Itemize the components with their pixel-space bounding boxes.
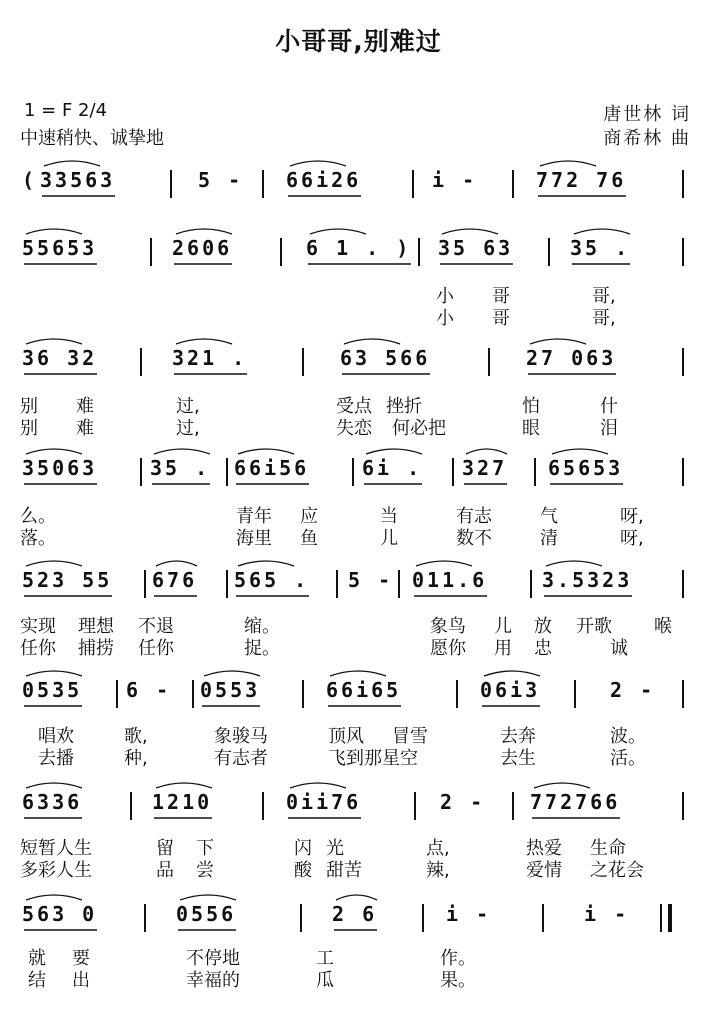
lyric-word: 数不 — [456, 528, 492, 549]
lyric-word: 小 — [436, 308, 454, 329]
lyric-word: 波。 — [610, 726, 646, 747]
barline — [192, 680, 194, 708]
slur-arc — [238, 449, 294, 454]
lyric-word: 别 — [20, 418, 38, 439]
repeat-barline — [660, 904, 662, 932]
barline — [352, 458, 354, 486]
barline — [130, 792, 132, 820]
barline — [534, 458, 536, 486]
slur-arc — [176, 229, 232, 234]
lyric-word: 捉。 — [244, 638, 280, 659]
slur-arc — [154, 449, 210, 454]
lyric-word: 幸福的 — [186, 970, 240, 991]
note-group: i - — [446, 902, 492, 926]
lyric-word: 怕 — [522, 396, 540, 417]
barline — [150, 238, 152, 266]
slur-arc — [290, 161, 346, 166]
note-group: 27 063 — [526, 346, 617, 370]
barline — [682, 792, 684, 820]
note-group: 35 . — [570, 236, 631, 260]
lyric-word: 不停地 — [186, 948, 240, 969]
lyric-word: 不退 — [138, 616, 174, 637]
slur-arc — [530, 339, 586, 344]
slur-arc — [540, 161, 596, 166]
note-group: 66i65 — [326, 678, 402, 702]
slur-arc — [176, 339, 232, 344]
slur-arc — [534, 783, 590, 788]
note-group: 2 - — [440, 790, 486, 814]
lyric-word: 有志者 — [214, 748, 268, 769]
note-group: 327 — [462, 456, 508, 480]
note-group: 321 . — [172, 346, 248, 370]
slur-arc — [26, 449, 82, 454]
barline — [452, 458, 454, 486]
barline — [682, 348, 684, 376]
slur-arc — [180, 895, 236, 900]
lyric-word: 儿 — [380, 528, 398, 549]
lyric-word: 生命 — [590, 838, 626, 859]
barline — [300, 904, 302, 932]
slur-arc — [238, 561, 294, 566]
barline — [682, 570, 684, 598]
note-group: 772 76 — [536, 168, 627, 192]
note-group: 66i26 — [286, 168, 362, 192]
note-group: 35 63 — [438, 236, 514, 260]
slur-arc — [26, 229, 82, 234]
tempo-marking: 中速稍快、诚挚地 — [20, 128, 164, 149]
barline — [456, 680, 458, 708]
note-group: 772766 — [530, 790, 621, 814]
slur-arc — [26, 671, 82, 676]
lyric-word: 有志 — [456, 506, 492, 527]
lyric-word: 活。 — [610, 748, 646, 769]
barline — [116, 680, 118, 708]
barline — [530, 570, 532, 598]
note-group: 523 55 — [22, 568, 113, 592]
barline — [144, 570, 146, 598]
barline — [512, 792, 514, 820]
lyric-word: 别 — [20, 396, 38, 417]
note-group: 66i56 — [234, 456, 310, 480]
barline — [140, 458, 142, 486]
slur-arc — [44, 161, 100, 166]
lyric-word: 飞到那星空 — [328, 748, 418, 769]
lyric-word: 开歌 — [576, 616, 612, 637]
slur-arc — [26, 783, 82, 788]
lyric-word: 工 — [316, 948, 334, 969]
barline — [398, 570, 400, 598]
lyric-word: 青年 — [236, 506, 272, 527]
barline — [682, 680, 684, 708]
lyric-word: 用 — [494, 638, 512, 659]
barline — [422, 904, 424, 932]
barline — [488, 348, 490, 376]
note-group: 2606 — [172, 236, 233, 260]
lyric-word: 哥, — [592, 286, 616, 307]
lyric-word: 甜苦 — [326, 860, 362, 881]
note-group: 0556 — [176, 902, 237, 926]
lyric-word: 冒雪 — [392, 726, 428, 747]
lyric-word: 去奔 — [500, 726, 536, 747]
lyric-word: 诚 — [610, 638, 628, 659]
lyric-word: 何必把 — [392, 418, 446, 439]
lyric-word: 海里 — [236, 528, 272, 549]
slur-arc — [26, 561, 82, 566]
note-group: 011.6 — [412, 568, 488, 592]
lyricist-credit: 唐世林 词 — [603, 104, 691, 125]
slur-arc — [26, 339, 82, 344]
slur-arc — [204, 671, 260, 676]
lyric-word: 爱情 — [526, 860, 562, 881]
lyric-word: 短暂人生 — [20, 838, 92, 859]
note-group: 563 0 — [22, 902, 98, 926]
key-signature: 1 = F 2/4 — [24, 100, 108, 121]
slur-arc — [330, 671, 386, 676]
slur-arc — [442, 229, 498, 234]
note-group: 0535 — [22, 678, 83, 702]
note-group: 63 566 — [340, 346, 431, 370]
note-group: 2 - — [610, 678, 656, 702]
slur-arc — [336, 895, 377, 900]
lyric-word: 过, — [176, 396, 200, 417]
lyric-word: 过, — [176, 418, 200, 439]
note-group: 1210 — [152, 790, 213, 814]
lyric-word: 儿 — [494, 616, 512, 637]
lyric-word: 泪 — [600, 418, 618, 439]
lyric-word: 瓜 — [316, 970, 334, 991]
lyric-word: 放 — [534, 616, 552, 637]
barline — [414, 792, 416, 820]
lyric-word: 小 — [436, 286, 454, 307]
lyric-word: 清 — [540, 528, 558, 549]
note-group: 33563 — [40, 168, 116, 192]
barline — [548, 238, 550, 266]
slur-arc — [552, 449, 608, 454]
note-group: 676 — [152, 568, 198, 592]
lyric-word: 多彩人生 — [20, 860, 92, 881]
barline — [574, 680, 576, 708]
barline — [226, 458, 228, 486]
note-group: 5 - — [348, 568, 394, 592]
note-group: 35063 — [22, 456, 98, 480]
note-group: 5 - — [198, 168, 244, 192]
lyric-word: 要 — [72, 948, 90, 969]
slur-arc — [156, 561, 197, 566]
page-title: 小哥哥,别难过 — [275, 27, 442, 56]
note-group: 55653 — [22, 236, 98, 260]
lyric-word: 顶风 — [328, 726, 364, 747]
lyric-word: 热爱 — [526, 838, 562, 859]
note-group: 0553 — [200, 678, 261, 702]
lyric-word: 挫折 — [386, 396, 422, 417]
barline — [140, 348, 142, 376]
barline — [542, 904, 544, 932]
barline — [682, 458, 684, 486]
slur-arc — [310, 229, 366, 234]
barline — [682, 170, 684, 198]
lyric-word: 歌, — [124, 726, 148, 747]
slur-arc — [26, 895, 82, 900]
slur-arc — [546, 561, 602, 566]
barline — [262, 170, 264, 198]
lyric-word: 喉 — [654, 616, 672, 637]
lyric-word: 辣, — [426, 860, 450, 881]
lyric-word: 难 — [76, 418, 94, 439]
slur-arc — [574, 229, 630, 234]
lyric-word: 品 — [156, 860, 174, 881]
lyric-word: 难 — [76, 396, 94, 417]
note-group: ( — [22, 168, 38, 192]
lyric-word: 光 — [326, 838, 344, 859]
slur-arc — [156, 783, 212, 788]
lyric-word: 理想 — [78, 616, 114, 637]
lyric-word: 酸 — [294, 860, 312, 881]
repeat-barline-thick — [668, 904, 672, 932]
note-group: 6 1 . ) — [306, 236, 412, 260]
note-group: 35 . — [150, 456, 211, 480]
slur-arc — [366, 449, 422, 454]
lyric-word: 之花会 — [590, 860, 644, 881]
lyric-word: 任你 — [138, 638, 174, 659]
lyric-word: 留 — [156, 838, 174, 859]
lyric-word: 点, — [426, 838, 450, 859]
barline — [226, 570, 228, 598]
barline — [682, 238, 684, 266]
composer-credit: 商希林 曲 — [603, 128, 691, 149]
note-group: 565 . — [234, 568, 310, 592]
lyric-word: 捕捞 — [78, 638, 114, 659]
barline — [302, 680, 304, 708]
barline — [412, 170, 414, 198]
note-group: 0ii76 — [286, 790, 362, 814]
lyric-word: 就 — [28, 948, 46, 969]
barline — [302, 348, 304, 376]
lyric-word: 任你 — [20, 638, 56, 659]
lyric-word: 缩。 — [244, 616, 280, 637]
lyric-word: 下 — [196, 838, 214, 859]
lyric-word: 哥 — [492, 308, 510, 329]
note-group: 06i3 — [480, 678, 541, 702]
barline — [418, 238, 420, 266]
lyric-word: 去播 — [38, 748, 74, 769]
note-group: 6 - — [126, 678, 172, 702]
lyric-word: 闪 — [294, 838, 312, 859]
lyric-word: 出 — [72, 970, 90, 991]
lyric-word: 唱欢 — [38, 726, 74, 747]
note-group: 2 6 — [332, 902, 378, 926]
lyric-word: 落。 — [20, 528, 56, 549]
lyric-word: 去生 — [500, 748, 536, 769]
lyric-word: 结 — [28, 970, 46, 991]
note-group: 6336 — [22, 790, 83, 814]
note-group: 36 32 — [22, 346, 98, 370]
lyric-word: 果。 — [440, 970, 476, 991]
barline — [170, 170, 172, 198]
lyric-word: 哥, — [592, 308, 616, 329]
lyric-word: 应 — [300, 506, 318, 527]
barline — [512, 170, 514, 198]
lyric-word: 呀, — [620, 528, 644, 549]
lyric-word: 象骏马 — [214, 726, 268, 747]
lyric-word: 忠 — [534, 638, 552, 659]
barline — [336, 570, 338, 598]
lyric-word: 当 — [380, 506, 398, 527]
lyric-word: 呀, — [620, 506, 644, 527]
lyric-word: 哥 — [492, 286, 510, 307]
slur-arc — [466, 449, 507, 454]
barline — [262, 792, 264, 820]
note-group: 3.5323 — [542, 568, 633, 592]
lyric-word: 么。 — [20, 506, 56, 527]
lyric-word: 作。 — [440, 948, 476, 969]
note-group: i - — [432, 168, 478, 192]
barline — [280, 238, 282, 266]
lyric-word: 受点 — [336, 396, 372, 417]
slur-arc — [290, 783, 346, 788]
barline — [144, 904, 146, 932]
lyric-word: 鱼 — [300, 528, 318, 549]
lyric-word: 气 — [540, 506, 558, 527]
lyric-word: 愿你 — [430, 638, 466, 659]
note-group: 65653 — [548, 456, 624, 480]
note-group: 6i . — [362, 456, 423, 480]
lyric-word: 种, — [124, 748, 148, 769]
lyric-word: 实现 — [20, 616, 56, 637]
lyric-word: 什 — [600, 396, 618, 417]
lyric-word: 失恋 — [336, 418, 372, 439]
slur-arc — [416, 561, 472, 566]
slur-arc — [344, 339, 400, 344]
lyric-word: 象鸟 — [430, 616, 466, 637]
lyric-word: 眼 — [522, 418, 540, 439]
slur-arc — [484, 671, 540, 676]
note-group: i - — [584, 902, 630, 926]
lyric-word: 尝 — [196, 860, 214, 881]
